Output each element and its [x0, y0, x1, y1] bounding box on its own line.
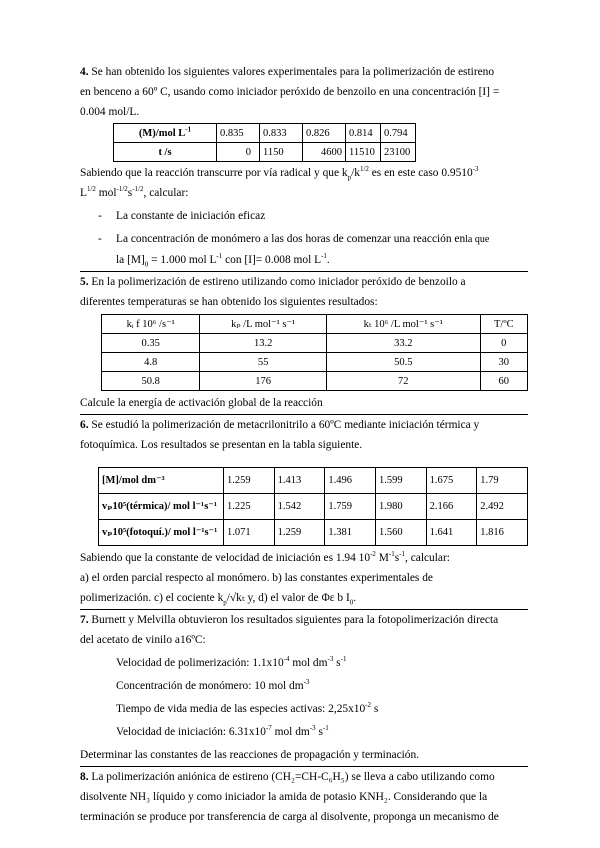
subscript: p — [223, 598, 227, 607]
text: s — [394, 552, 400, 564]
text: mol dm — [271, 726, 310, 738]
list-item — [80, 229, 528, 250]
text: terminación se produce por transferencia de carga al disolvente, proponga un mecanismo de — [80, 811, 499, 823]
text-line — [80, 568, 528, 588]
list-item — [80, 206, 528, 226]
text: = 1.000 mol L — [148, 254, 217, 266]
text: es en este caso 0.9510 — [368, 167, 473, 179]
subscript: 0 — [349, 598, 354, 607]
spacer — [80, 455, 528, 465]
table-row — [99, 468, 528, 494]
problem-number: 4. — [80, 66, 89, 78]
text: La polimerización aniónica de estireno (CH₂=CH-C₆H₅) se lleva a cabo utilizando como — [91, 771, 495, 783]
text: La constante de iniciación eficaz — [116, 210, 266, 222]
superscript: -2 — [365, 701, 372, 710]
problem-6-table — [98, 467, 528, 546]
table-cell: 0.794 — [381, 124, 416, 143]
text: polimerización. c) el cociente k — [80, 592, 224, 604]
problem-4-table — [113, 123, 416, 162]
table-cell: 11510 — [346, 143, 381, 162]
superscript: -1 — [185, 125, 192, 133]
table-cell: 50.8 — [102, 372, 200, 391]
table-row — [102, 372, 528, 391]
text: Determinar las constantes de las reacciones de propagación y terminación. — [80, 749, 420, 761]
row-label — [114, 124, 217, 143]
text: la [M] — [116, 254, 145, 266]
table-row — [114, 124, 416, 143]
text: . — [326, 254, 330, 266]
table-cell: 1.225 — [224, 494, 275, 520]
text: diferentes temperaturas se han obtenido los siguientes resultados: — [80, 296, 378, 308]
superscript: -1 — [399, 550, 406, 559]
table-cell: 1.759 — [325, 494, 376, 520]
text-line — [80, 393, 528, 413]
table-cell: 0.35 — [102, 334, 200, 353]
problem-7 — [80, 610, 528, 765]
table-cell: 55 — [200, 353, 327, 372]
document-page — [80, 62, 528, 827]
text: Concentración de monómero: 10 mol dm — [116, 680, 304, 692]
bullet-dash: - — [98, 210, 102, 222]
table-cell: 4600 — [303, 143, 346, 162]
text: . — [353, 592, 357, 604]
text: L — [80, 187, 87, 199]
table-row — [99, 520, 528, 546]
column-header: T/ºC — [480, 315, 527, 334]
text: Sabiendo que la reacción transcurre por vía radical y que k — [80, 167, 348, 179]
text-line — [80, 630, 528, 650]
superscript: -3 — [303, 678, 310, 687]
text-line — [80, 610, 528, 630]
table-row — [102, 334, 528, 353]
table-cell: 1.641 — [426, 520, 477, 546]
table-cell: 23100 — [381, 143, 416, 162]
text: s — [127, 187, 133, 199]
text: 0.004 mol/L. — [80, 106, 140, 118]
text: Velocidad de polimerización: 1.1x10 — [116, 657, 284, 669]
text: en benceno a 60º C, usando como iniciador peróxido de benzoilo en una concentración [I] = — [80, 86, 500, 98]
text: , calcular: — [143, 187, 189, 199]
column-header: kᵢ f 10⁶ /s⁻¹ — [102, 315, 200, 334]
row-label: vₚ10⁵(térmica)/ mol l⁻¹s⁻¹ — [99, 494, 224, 520]
superscript: -1 — [388, 550, 395, 559]
text-line — [80, 722, 528, 742]
table-cell: 0 — [480, 334, 527, 353]
text: , calcular: — [405, 552, 450, 564]
column-header: kₚ /L mol⁻¹ s⁻¹ — [200, 315, 327, 334]
text: En la polimerización de estireno utilizando como iniciador peróxido de benzoilo a — [91, 276, 466, 288]
table-cell: 33.2 — [326, 334, 480, 353]
text: Calcule la energía de activación global de la reacción — [80, 397, 323, 409]
problem-4 — [80, 62, 528, 270]
table-cell: 1.259 — [274, 520, 325, 546]
text: s — [315, 726, 323, 738]
superscript: -4 — [283, 655, 290, 664]
table-cell: 2.492 — [477, 494, 528, 520]
subscript: 0 — [144, 260, 149, 269]
table-cell: 72 — [326, 372, 480, 391]
table-cell: 1.259 — [224, 468, 275, 494]
text-line — [80, 548, 528, 568]
text: la que — [465, 234, 490, 245]
text-line — [80, 183, 528, 203]
table-cell: 1.675 — [426, 468, 477, 494]
text-line — [80, 102, 528, 122]
superscript: -1 — [340, 655, 347, 664]
table-cell: 1.542 — [274, 494, 325, 520]
table-header-row — [102, 315, 528, 334]
table-cell: 50.5 — [326, 353, 480, 372]
text — [116, 229, 489, 250]
text: /√kₜ y, d) el valor de Φε b I — [226, 592, 350, 604]
text: s — [333, 657, 341, 669]
superscript: -3 — [327, 655, 334, 664]
text: fotoquímica. Los resultados se presentan en la tabla siguiente. — [80, 439, 363, 451]
problem-4-intro — [80, 62, 528, 82]
text: Tiempo de vida media de las especies activas: 2,25x10 — [116, 703, 366, 715]
text-line — [80, 588, 528, 608]
table-cell: 13.2 — [200, 334, 327, 353]
row-label: [M]/mol dm⁻³ — [99, 468, 224, 494]
text-line — [80, 699, 528, 719]
text: del acetato de vinilo a16ºC: — [80, 634, 206, 646]
problem-number: 5. — [80, 276, 89, 288]
table-cell: 1.980 — [375, 494, 426, 520]
table-cell: 60 — [480, 372, 527, 391]
problem-8 — [80, 767, 528, 827]
text: Burnett y Melvilla obtuvieron los resultados siguientes para la fotopolimerización directa — [91, 614, 499, 626]
text-line — [80, 807, 528, 827]
superscript: -3 — [309, 724, 316, 733]
text-line — [80, 767, 528, 787]
bullet-dash: - — [98, 233, 102, 245]
table-cell: 0 — [217, 143, 260, 162]
problem-5 — [80, 272, 528, 413]
text-line — [80, 250, 528, 270]
text-line — [80, 745, 528, 765]
text: Se han obtenido los siguientes valores experimentales para la polimerización de estireno — [91, 66, 495, 78]
row-label: t /s — [114, 143, 217, 162]
text-line — [80, 435, 528, 455]
text: mol dm — [289, 657, 328, 669]
text: Sabiendo que la constante de velocidad de iniciación es 1.94 10 — [80, 552, 371, 564]
text-line — [80, 82, 528, 102]
superscript: 1/2 — [359, 165, 369, 174]
text: con [I]= 0.008 mol L — [222, 254, 322, 266]
table-cell: 2.166 — [426, 494, 477, 520]
table-row — [102, 353, 528, 372]
superscript: -7 — [265, 724, 272, 733]
superscript: -1/2 — [116, 185, 128, 194]
table-cell: 0.814 — [346, 124, 381, 143]
superscript: -1 — [321, 252, 327, 261]
subscript: p — [347, 173, 352, 182]
table-cell: 0.826 — [303, 124, 346, 143]
superscript: 1/2 — [86, 185, 96, 194]
text: disolvente NH₃ líquido y como iniciador la amida de potasio KNH₂. Considerando que la — [80, 791, 488, 803]
text-line — [80, 292, 528, 312]
text-line — [80, 415, 528, 435]
superscript: -3 — [472, 165, 479, 174]
problem-number: 6. — [80, 419, 89, 431]
table-cell: 1.816 — [477, 520, 528, 546]
text: Se estudió la polimerización de metacrilonitrilo a 60ºC mediante iniciación térmica y — [91, 419, 480, 431]
text: mol — [95, 187, 117, 199]
column-header: kₜ 10⁶ /L mol⁻¹ s⁻¹ — [326, 315, 480, 334]
problem-6 — [80, 415, 528, 608]
text-line — [80, 787, 528, 807]
table-row — [114, 143, 416, 162]
text: M — [375, 552, 389, 564]
table-cell: 1.071 — [224, 520, 275, 546]
problem-number: 8. — [80, 771, 89, 783]
text-line — [80, 272, 528, 292]
problem-4-condition — [80, 163, 528, 183]
row-label: vₚ10⁵(fotoquí.)/ mol l⁻¹s⁻¹ — [99, 520, 224, 546]
table-cell: 1.381 — [325, 520, 376, 546]
table-cell: 30 — [480, 353, 527, 372]
superscript: -1/2 — [132, 185, 144, 194]
table-cell: 1.413 — [274, 468, 325, 494]
problem-number: 7. — [80, 614, 89, 626]
table-cell: 1150 — [260, 143, 303, 162]
table-cell: 1.79 — [477, 468, 528, 494]
text-line — [80, 676, 528, 696]
table-cell: 176 — [200, 372, 327, 391]
text: Velocidad de iniciación: 6.31x10 — [116, 726, 266, 738]
table-row — [99, 494, 528, 520]
text: s — [371, 703, 379, 715]
text: (M)/mol L — [138, 127, 186, 139]
table-cell: 1.560 — [375, 520, 426, 546]
problem-5-table — [101, 314, 528, 391]
table-cell: 1.496 — [325, 468, 376, 494]
superscript: -1 — [322, 724, 329, 733]
text: /k — [351, 167, 360, 179]
table-cell: 0.833 — [260, 124, 303, 143]
table-cell: 1.599 — [375, 468, 426, 494]
table-cell: 4.8 — [102, 353, 200, 372]
text-line — [80, 653, 528, 673]
text: a) el orden parcial respecto al monómero. b) las constantes experimentales de — [80, 572, 433, 584]
superscript: -1 — [216, 252, 223, 261]
superscript: -2 — [370, 550, 376, 559]
table-cell: 0.835 — [217, 124, 260, 143]
text: La concentración de monómero a las dos horas de comenzar una reacción en — [116, 233, 466, 245]
